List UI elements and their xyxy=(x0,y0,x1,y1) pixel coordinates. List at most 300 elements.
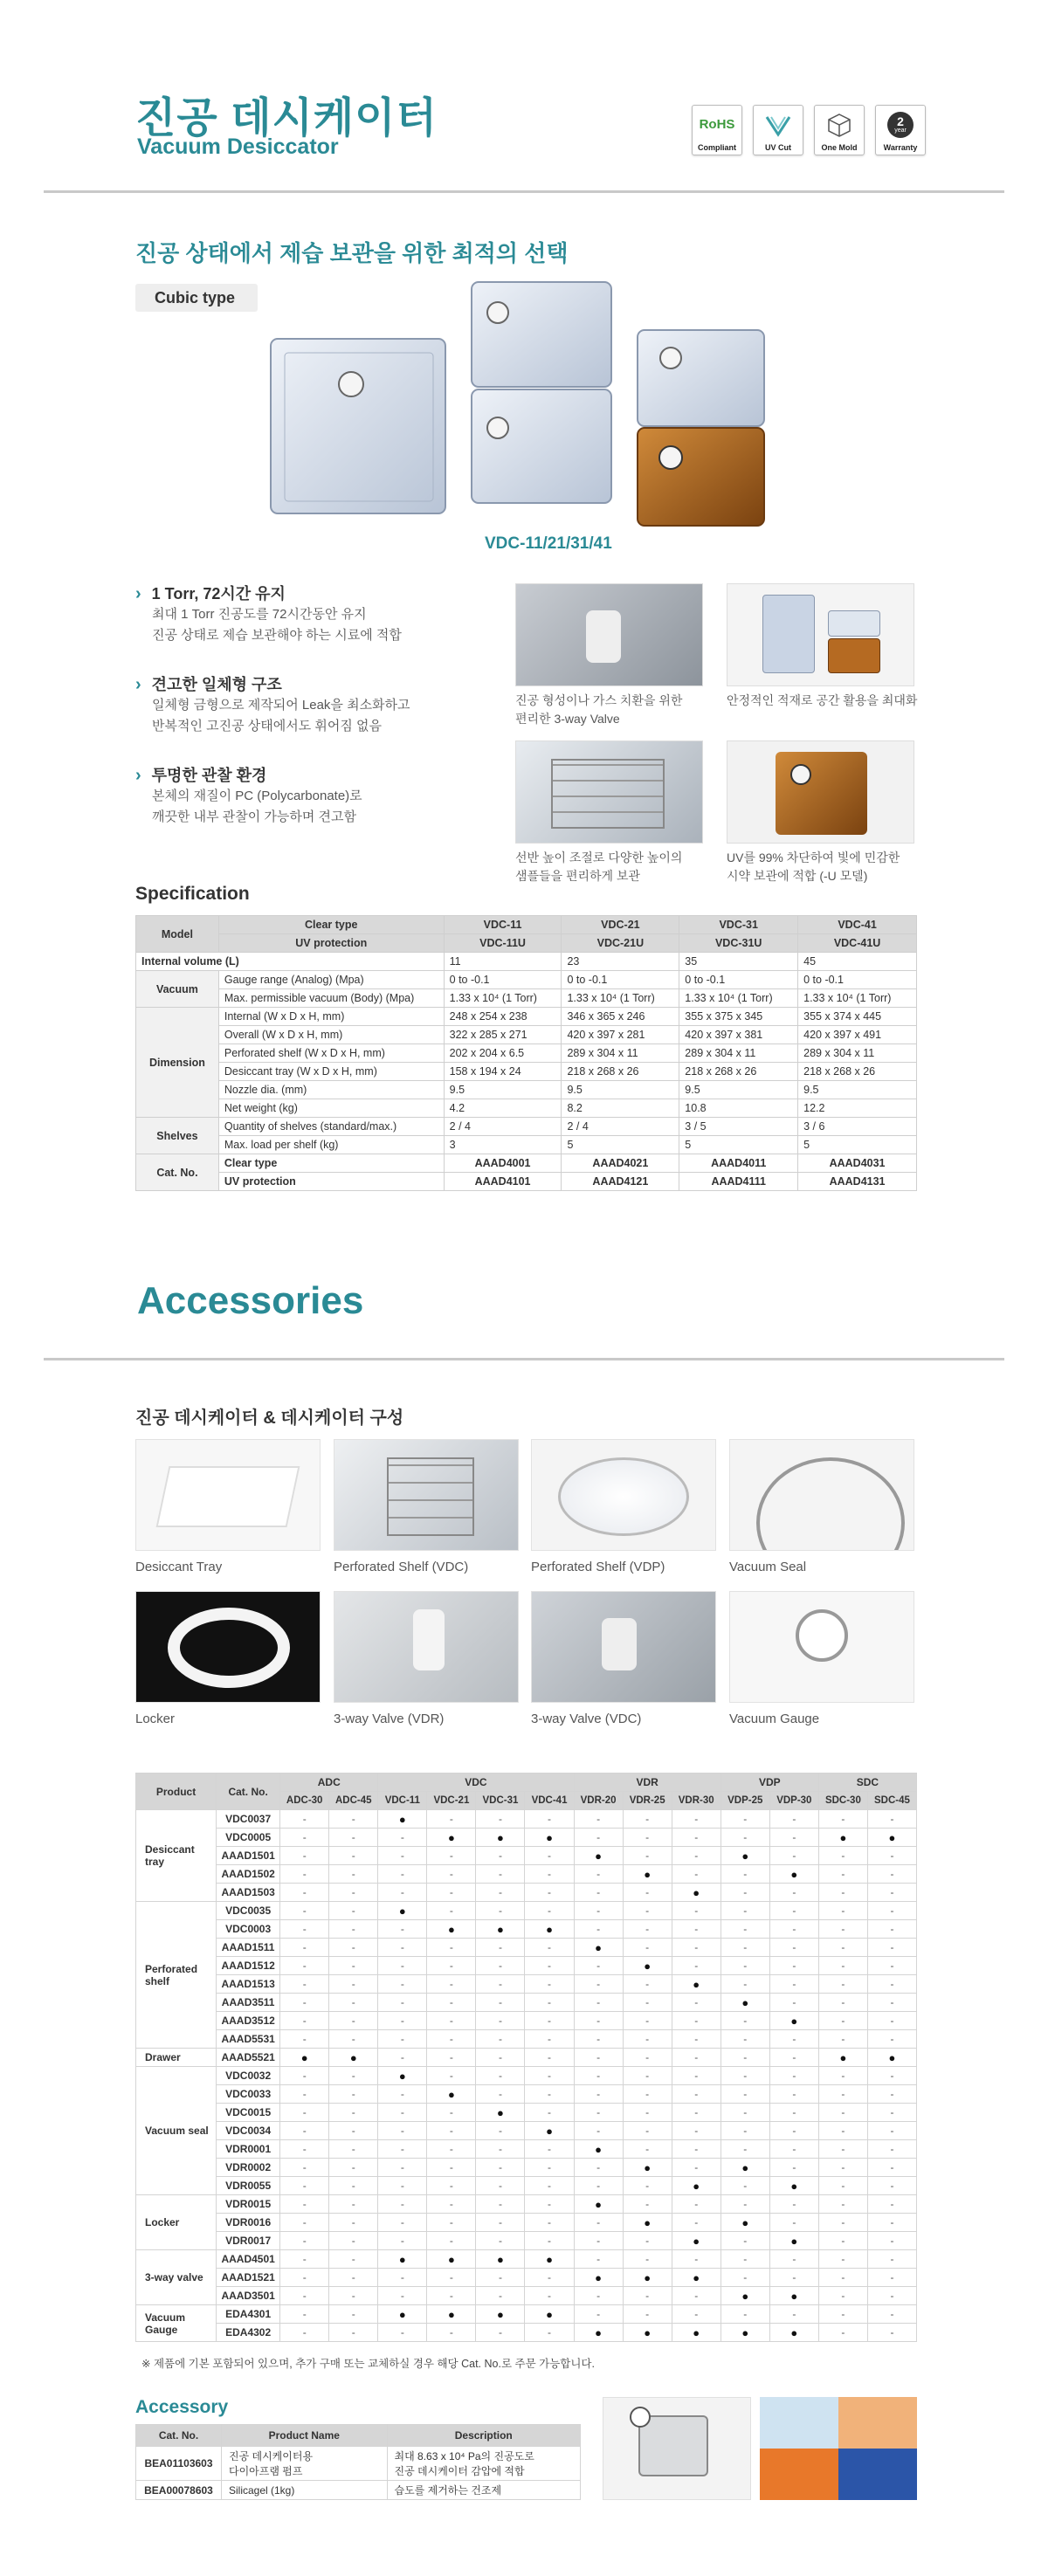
compat-dash: - xyxy=(427,2232,476,2250)
compat-dash: - xyxy=(818,2085,867,2104)
compat-dot: ● xyxy=(623,2214,672,2232)
compat-dash: - xyxy=(476,2049,525,2067)
compat-dash: - xyxy=(720,2232,769,2250)
acc-cap-2: Perforated Shelf (VDC) xyxy=(334,1560,469,1574)
compat-dash: - xyxy=(623,2049,672,2067)
compat-dash: - xyxy=(818,1884,867,1902)
compat-dash: - xyxy=(867,2067,916,2085)
compat-dash: - xyxy=(574,1902,623,1920)
uvcut-badge: UV Cut xyxy=(753,105,803,155)
compat-dash: - xyxy=(867,2030,916,2049)
compat-dash: - xyxy=(867,1902,916,1920)
compat-dot: ● xyxy=(427,1829,476,1847)
compat-dash: - xyxy=(623,2085,672,2104)
model-header: Model xyxy=(136,916,219,953)
valve-photo xyxy=(515,583,703,686)
compat-dash: - xyxy=(476,2067,525,2085)
compat-dash: - xyxy=(525,2324,574,2342)
divider xyxy=(44,190,1004,193)
compat-dot: ● xyxy=(720,2324,769,2342)
compat-dash: - xyxy=(769,1902,818,1920)
compat-dot: ● xyxy=(427,2250,476,2269)
compat-dash: - xyxy=(574,2085,623,2104)
compat-dash: - xyxy=(672,2049,720,2067)
compat-dot: ● xyxy=(720,2159,769,2177)
compat-dash: - xyxy=(818,1847,867,1865)
compat-dash: - xyxy=(672,2214,720,2232)
compat-dot: ● xyxy=(476,1920,525,1939)
compat-dash: - xyxy=(672,1902,720,1920)
compat-dash: - xyxy=(769,2122,818,2140)
compat-dash: - xyxy=(623,2177,672,2195)
table-row: BEA00078603 Silicagel (1kg) 습도를 제거하는 건조제 xyxy=(136,2481,581,2500)
compat-dash: - xyxy=(329,2305,378,2324)
acc-cap-4: Vacuum Seal xyxy=(729,1560,807,1574)
table-row: VDR0001 - - - - - - ● - - - - - - xyxy=(136,2140,917,2159)
compat-dash: - xyxy=(280,2305,329,2324)
compat-dot: ● xyxy=(525,2305,574,2324)
compat-dash: - xyxy=(378,1920,427,1939)
compat-dash: - xyxy=(329,1920,378,1939)
compat-dash: - xyxy=(672,1920,720,1939)
compat-dash: - xyxy=(672,1957,720,1975)
table-row: 3-way valve AAAD4501 - - ● ● ● ● - - - - - - - xyxy=(136,2250,917,2269)
product-image xyxy=(262,278,795,531)
compat-dash: - xyxy=(280,2030,329,2049)
table-row: VDC0034 - - - - - ● - - - - - - - xyxy=(136,2122,917,2140)
compat-dash: - xyxy=(525,2195,574,2214)
compat-dash: - xyxy=(769,2269,818,2287)
spec-row: Shelves Quantity of shelves (standard/max.) 2 / 4 2 / 4 3 / 5 3 / 6 xyxy=(136,1118,917,1136)
table-row: Desiccant tray VDC0037 - - ● - - - - - - - - - - xyxy=(136,1810,917,1829)
compat-dash: - xyxy=(476,1884,525,1902)
compat-dot: ● xyxy=(280,2049,329,2067)
compat-dash: - xyxy=(525,2067,574,2085)
acc-cap-3: Perforated Shelf (VDP) xyxy=(531,1560,665,1574)
uv-cut-icon xyxy=(763,112,793,138)
compat-dash: - xyxy=(867,2104,916,2122)
compat-dash: - xyxy=(623,2195,672,2214)
compat-dash: - xyxy=(280,1884,329,1902)
compat-dash: - xyxy=(427,1865,476,1884)
compat-dash: - xyxy=(574,2177,623,2195)
compat-dash: - xyxy=(378,1975,427,1994)
compat-dot: ● xyxy=(769,2012,818,2030)
compat-dash: - xyxy=(329,2104,378,2122)
compat-dash: - xyxy=(818,2104,867,2122)
compat-dash: - xyxy=(623,1810,672,1829)
compat-dot: ● xyxy=(769,2287,818,2305)
compat-dash: - xyxy=(574,1829,623,1847)
compat-dash: - xyxy=(623,2305,672,2324)
compat-dash: - xyxy=(574,2250,623,2269)
feature-2: › 견고한 일체형 구조 일체형 금형으로 제작되어 Leak을 최소화하고 반복적인 고진공 상태에서도 휘어짐 없음 xyxy=(135,674,485,737)
compat-dash: - xyxy=(378,2030,427,2049)
compat-dot: ● xyxy=(623,1957,672,1975)
compat-dash: - xyxy=(280,2104,329,2122)
table-row: VDC0033 - - - ● - - - - - - - - - xyxy=(136,2085,917,2104)
compat-dash: - xyxy=(867,2287,916,2305)
compat-dash: - xyxy=(818,1957,867,1975)
compat-dash: - xyxy=(769,1920,818,1939)
compat-dash: - xyxy=(769,2067,818,2085)
uv-header: UV protection xyxy=(218,934,444,953)
compat-dot: ● xyxy=(525,2122,574,2140)
compat-dash: - xyxy=(525,2085,574,2104)
compat-dash: - xyxy=(672,1847,720,1865)
divider xyxy=(44,1358,1004,1360)
compat-dash: - xyxy=(574,2030,623,2049)
compat-dash: - xyxy=(720,1902,769,1920)
compat-dot: ● xyxy=(427,2085,476,2104)
compat-dash: - xyxy=(280,1865,329,1884)
table-row: AAAD1503 - - - - - - - - ● - - - - xyxy=(136,1884,917,1902)
compat-dash: - xyxy=(574,1975,623,1994)
compat-dash: - xyxy=(672,2030,720,2049)
compat-dot: ● xyxy=(378,2067,427,2085)
onemold-badge: One Mold xyxy=(814,105,865,155)
compat-dash: - xyxy=(623,2067,672,2085)
compat-dash: - xyxy=(280,1829,329,1847)
compat-dash: - xyxy=(427,2012,476,2030)
compat-dash: - xyxy=(818,2030,867,2049)
compat-dash: - xyxy=(378,1884,427,1902)
table-row: AAAD3512 - - - - - - - - - - ● - - xyxy=(136,2012,917,2030)
accessory-heading: Accessory xyxy=(135,2397,229,2417)
compat-dash: - xyxy=(818,2324,867,2342)
compat-dash: - xyxy=(623,2232,672,2250)
compat-dot: ● xyxy=(623,2324,672,2342)
compat-dash: - xyxy=(672,1810,720,1829)
compat-dash: - xyxy=(720,1865,769,1884)
compat-dash: - xyxy=(574,2122,623,2140)
compat-dash: - xyxy=(329,2085,378,2104)
compat-dash: - xyxy=(623,1920,672,1939)
perforated-shelf-vdp-photo xyxy=(531,1439,716,1551)
compat-dash: - xyxy=(329,2030,378,2049)
compat-dash: - xyxy=(427,1994,476,2012)
compat-dash: - xyxy=(867,1920,916,1939)
compat-dash: - xyxy=(769,1810,818,1829)
compat-dash: - xyxy=(818,2195,867,2214)
compat-dot: ● xyxy=(378,2305,427,2324)
compat-dot: ● xyxy=(720,1994,769,2012)
compat-dot: ● xyxy=(672,2177,720,2195)
compat-dash: - xyxy=(672,2287,720,2305)
compat-dash: - xyxy=(720,2085,769,2104)
compat-dash: - xyxy=(329,2250,378,2269)
compat-dash: - xyxy=(769,2085,818,2104)
compat-dot: ● xyxy=(672,2324,720,2342)
compat-dash: - xyxy=(574,2232,623,2250)
compat-dot: ● xyxy=(574,2269,623,2287)
compat-dash: - xyxy=(769,1957,818,1975)
compat-dash: - xyxy=(672,1865,720,1884)
compat-dot: ● xyxy=(623,1865,672,1884)
compat-dash: - xyxy=(476,1902,525,1920)
compat-dash: - xyxy=(867,2250,916,2269)
compat-dash: - xyxy=(867,1994,916,2012)
compat-dash: - xyxy=(280,1957,329,1975)
compat-dash: - xyxy=(280,2324,329,2342)
compat-dash: - xyxy=(329,1847,378,1865)
compat-dash: - xyxy=(623,1847,672,1865)
compat-dash: - xyxy=(769,1975,818,1994)
compat-dash: - xyxy=(574,1865,623,1884)
compat-dot: ● xyxy=(769,1865,818,1884)
spec-row: Dimension Internal (W x D x H, mm) 248 x 254 x 238 346 x 365 x 246 355 x 375 x 345 355 x 374 x 445 xyxy=(136,1008,917,1026)
compat-dash: - xyxy=(720,2269,769,2287)
compat-dash: - xyxy=(720,2305,769,2324)
compat-dash: - xyxy=(280,2122,329,2140)
compat-dash: - xyxy=(476,2324,525,2342)
compat-dash: - xyxy=(818,1975,867,1994)
page-title: 진공 데시케이터 xyxy=(135,95,438,141)
compat-dash: - xyxy=(427,2195,476,2214)
compat-dash: - xyxy=(476,2287,525,2305)
compat-dot: ● xyxy=(818,2049,867,2067)
accessories-subheading: 진공 데시케이터 & 데시케이터 구성 xyxy=(135,1409,404,1428)
shelf-caption: 선반 높이 조절로 다양한 높이의 샘플들을 편리하게 보관 xyxy=(515,851,683,883)
compat-dash: - xyxy=(329,1829,378,1847)
compat-dash: - xyxy=(818,1902,867,1920)
compat-dash: - xyxy=(574,2287,623,2305)
compat-dash: - xyxy=(720,2140,769,2159)
compat-dash: - xyxy=(476,1994,525,2012)
spec-heading: Specification xyxy=(135,884,250,904)
compat-dash: - xyxy=(427,2030,476,2049)
compat-dot: ● xyxy=(672,1975,720,1994)
compat-dash: - xyxy=(720,1975,769,1994)
badge-row xyxy=(692,105,926,155)
table-row: VDC0005 - - - ● ● ● - - - - - ● ● xyxy=(136,1829,917,1847)
compat-dash: - xyxy=(329,2012,378,2030)
compat-dash: - xyxy=(769,2305,818,2324)
compat-dash: - xyxy=(672,1829,720,1847)
compat-dash: - xyxy=(769,2214,818,2232)
uv-photo xyxy=(727,740,914,844)
compat-dash: - xyxy=(574,1810,623,1829)
compat-dash: - xyxy=(769,2030,818,2049)
compat-dash: - xyxy=(623,1829,672,1847)
compat-dash: - xyxy=(476,2159,525,2177)
compat-dash: - xyxy=(867,1810,916,1829)
compat-dash: - xyxy=(867,2085,916,2104)
compat-dash: - xyxy=(329,2159,378,2177)
compat-dash: - xyxy=(867,1884,916,1902)
compat-dash: - xyxy=(720,1884,769,1902)
valve-caption: 진공 형성이나 가스 치환을 위한 편리한 3-way Valve xyxy=(515,693,683,726)
compat-dash: - xyxy=(329,2232,378,2250)
table-row: Vacuum seal VDC0032 - - ● - - - - - - - - - - xyxy=(136,2067,917,2085)
compat-dash: - xyxy=(720,2067,769,2085)
compat-dash: - xyxy=(378,2324,427,2342)
spec-row: Max. load per shelf (kg) 3 5 5 5 xyxy=(136,1136,917,1154)
compat-dot: ● xyxy=(378,2250,427,2269)
compat-dash: - xyxy=(427,2067,476,2085)
compat-dash: - xyxy=(280,2232,329,2250)
compat-dot: ● xyxy=(525,1829,574,1847)
compat-dash: - xyxy=(280,2287,329,2305)
compat-dash: - xyxy=(378,2104,427,2122)
accessories-title: Accessories xyxy=(137,1279,364,1322)
compat-dash: - xyxy=(525,2159,574,2177)
compat-dash: - xyxy=(427,2104,476,2122)
compat-dash: - xyxy=(525,1902,574,1920)
compat-dash: - xyxy=(525,1884,574,1902)
compat-dash: - xyxy=(672,2195,720,2214)
compat-dash: - xyxy=(672,2012,720,2030)
type-tag: Cubic type xyxy=(135,284,258,312)
compat-dash: - xyxy=(280,2067,329,2085)
compat-dash: - xyxy=(378,1847,427,1865)
table-row: VDR0017 - - - - - - - - ● - ● - - xyxy=(136,2232,917,2250)
compat-dash: - xyxy=(280,1902,329,1920)
compat-dot: ● xyxy=(574,2195,623,2214)
compat-dash: - xyxy=(525,2214,574,2232)
compat-dash: - xyxy=(427,2140,476,2159)
compat-dash: - xyxy=(720,1939,769,1957)
compat-dot: ● xyxy=(574,2140,623,2159)
compat-dash: - xyxy=(329,1957,378,1975)
compat-dash: - xyxy=(525,2140,574,2159)
compat-dash: - xyxy=(672,1994,720,2012)
compat-dot: ● xyxy=(525,2250,574,2269)
spec-table: Model Clear type VDC-11 VDC-21 VDC-31 VDC-41 UV protection VDC-11U VDC-21U VDC-31U VDC-41U Internal volume (L) 11 23 35 45 Vacuum Gauge range (Analog) (Mpa) 0 to -0.1 0 to -0.1 0 to -0.1 0 to -0.1 Max. permissible vacuum (Body) (Mpa) 1.33 x 10⁴ (1 Torr) 1.33 x 10⁴ (1 Torr) 1.33 x 10⁴ (1 Torr) 1.33 x 10⁴ (1 Torr) Dimension Internal (W x D x H, mm) 248 x 254 x 238 346 x 365 x 246 355 x 375 x 345 355 x 374 x 445 Overall (W x D x H, mm) 322 x 285 x 271 420 x 397 x 281 420 x 397 x 381 420 x 397 x 491 Perforated shelf (W x D x H, mm) 202 x 204 x 6.5 289 x 304 x 11 289 x 304 x 11 289 x 304 x 11 Desiccant tray (W x D x H, mm) 158 x 194 x 24 218 x 268 x 26 218 x 268 x 26 218 x 268 x 26 Nozzle dia. (mm) 9.5 9.5 9.5 9.5 Net weight (kg) 4.2 8.2 10.8 12.2 Shelves Quantity of shelves (standard/max.) 2 / 4 2 / 4 3 / 5 3 / 6 Max. load per shelf (kg) 3 5 5 5 Cat. No. Clear type AAAD4001 AAAD4021 AAAD4011 AAAD4031 UV protection AAAD4101 AAAD4121 AAAD4111 AAAD4131 xyxy=(135,915,917,1191)
table-row: Perforated shelf VDC0035 - - ● - - - - - - - - - - xyxy=(136,1902,917,1920)
intro-heading: 진공 상태에서 제습 보관을 위한 최적의 선택 xyxy=(135,240,569,266)
compat-dash: - xyxy=(818,2177,867,2195)
table-row: AAAD1521 - - - - - - ● ● ● - - - - xyxy=(136,2269,917,2287)
compat-dash: - xyxy=(769,2104,818,2122)
compat-dot: ● xyxy=(525,1920,574,1939)
compat-dash: - xyxy=(867,1847,916,1865)
spec-row: Net weight (kg) 4.2 8.2 10.8 12.2 xyxy=(136,1099,917,1118)
compat-dash: - xyxy=(867,1939,916,1957)
compat-dash: - xyxy=(623,2140,672,2159)
compat-dash: - xyxy=(769,2250,818,2269)
compat-dash: - xyxy=(329,2067,378,2085)
compat-dash: - xyxy=(476,2030,525,2049)
compat-dash: - xyxy=(720,1810,769,1829)
spec-row: Vacuum Gauge range (Analog) (Mpa) 0 to -0.1 0 to -0.1 0 to -0.1 0 to -0.1 xyxy=(136,971,917,989)
compat-dash: - xyxy=(623,1975,672,1994)
compat-dash: - xyxy=(720,2177,769,2195)
compat-dash: - xyxy=(427,2287,476,2305)
compat-dash: - xyxy=(329,1884,378,1902)
compat-dash: - xyxy=(427,1975,476,1994)
table-row: Vacuum Gauge EDA4301 - - ● ● ● ● - - - - - - - xyxy=(136,2305,917,2324)
table-row: AAAD1512 - - - - - - - ● - - - - - xyxy=(136,1957,917,1975)
compat-dash: - xyxy=(378,2012,427,2030)
table-row: Locker VDR0015 - - - - - - ● - - - - - - xyxy=(136,2195,917,2214)
compat-dash: - xyxy=(574,1884,623,1902)
compat-dash: - xyxy=(769,2159,818,2177)
compat-dash: - xyxy=(378,2159,427,2177)
compat-dash: - xyxy=(378,2049,427,2067)
compat-dot: ● xyxy=(769,2177,818,2195)
rohs-badge: RoHS Compliant xyxy=(692,105,742,155)
compat-dash: - xyxy=(623,1884,672,1902)
valve-vdr-photo xyxy=(334,1591,519,1703)
compat-dash: - xyxy=(623,1902,672,1920)
compat-dash: - xyxy=(280,2214,329,2232)
compat-dash: - xyxy=(818,1939,867,1957)
compat-dash: - xyxy=(280,1920,329,1939)
compat-dash: - xyxy=(525,1810,574,1829)
compat-dash: - xyxy=(476,1865,525,1884)
compat-dash: - xyxy=(329,2324,378,2342)
compat-dash: - xyxy=(818,1810,867,1829)
silicagel-photo xyxy=(760,2397,917,2500)
table-row: VDC0015 - - - - ● - - - - - - - - xyxy=(136,2104,917,2122)
compat-dash: - xyxy=(769,1994,818,2012)
compat-dot: ● xyxy=(427,2305,476,2324)
uv-caption: UV를 99% 차단하여 빛에 민감한 시약 보관에 적합 (-U 모델) xyxy=(727,851,900,883)
compat-dash: - xyxy=(574,2067,623,2085)
compat-dash: - xyxy=(525,1994,574,2012)
clear-type-header: Clear type xyxy=(218,916,444,934)
compat-dash: - xyxy=(525,2177,574,2195)
compat-dash: - xyxy=(867,2012,916,2030)
compat-dash: - xyxy=(574,1994,623,2012)
compat-dot: ● xyxy=(329,2049,378,2067)
compat-dash: - xyxy=(329,2287,378,2305)
compat-dash: - xyxy=(476,2214,525,2232)
compat-dash: - xyxy=(769,1847,818,1865)
compat-dash: - xyxy=(476,1847,525,1865)
compat-dash: - xyxy=(476,1939,525,1957)
compat-dot: ● xyxy=(476,2104,525,2122)
compat-dash: - xyxy=(427,1810,476,1829)
compat-dot: ● xyxy=(867,2049,916,2067)
compat-dot: ● xyxy=(378,1902,427,1920)
compat-dash: - xyxy=(427,1957,476,1975)
compat-dash: - xyxy=(574,2104,623,2122)
compat-dash: - xyxy=(525,2012,574,2030)
compat-dash: - xyxy=(769,1939,818,1957)
compat-dot: ● xyxy=(672,2269,720,2287)
compat-dot: ● xyxy=(476,2250,525,2269)
compat-dot: ● xyxy=(672,1884,720,1902)
compat-dash: - xyxy=(867,1865,916,1884)
feature-3: › 투명한 관찰 환경 본체의 재질이 PC (Polycarbonate)로 깨끗한 내부 관찰이 가능하며 견고함 xyxy=(135,765,485,828)
compat-dash: - xyxy=(867,2122,916,2140)
compat-dot: ● xyxy=(476,1829,525,1847)
compat-dash: - xyxy=(574,2305,623,2324)
compat-dash: - xyxy=(329,1865,378,1884)
rohs-icon: RoHS xyxy=(699,117,735,132)
compat-dot: ● xyxy=(623,2269,672,2287)
spec-row: Nozzle dia. (mm) 9.5 9.5 9.5 9.5 xyxy=(136,1081,917,1099)
compat-dash: - xyxy=(574,1920,623,1939)
compat-dash: - xyxy=(280,2159,329,2177)
compat-dash: - xyxy=(427,1884,476,1902)
compat-dash: - xyxy=(574,2012,623,2030)
compat-dash: - xyxy=(525,2232,574,2250)
compat-dash: - xyxy=(329,1810,378,1829)
compat-dash: - xyxy=(672,2085,720,2104)
table-row: AAAD1501 - - - - - - ● - - ● - - - xyxy=(136,1847,917,1865)
compat-dash: - xyxy=(672,2122,720,2140)
compat-dash: - xyxy=(623,2030,672,2049)
compat-dash: - xyxy=(769,1829,818,1847)
compatibility-table: Product Cat. No. ADC VDC VDR VDP SDC ADC-30 ADC-45 VDC-11 VDC-21 VDC-31 VDC-41 VDR-20 VDR-25 VDR-30 VDP-25 VDP-30 SDC-30 SDC-45 Desiccant tray VDC0037 - - ● - - - - - - - - - - VDC0005 - - - ● ● ● - - - - - ● ● AAAD1501 - - - - - - ● - - ● - - - AAAD1502 - - - - - - - ● - - ● - - AAAD1503 - - - - - - - - ● - - - - Perforated shelf VDC0035 - - ● - - - - - - - - - - VDC0003 - - - ● ● ● - - - - - - - AAAD1511 - - - - - - ● - - - - - - AAAD1512 - - - - - - - ● - - - - - AAAD1513 - - - - - - - - ● - - - - AAAD3511 - - - - - - - - - ● - - - AAAD3512 - - - - - - - - - - ● - - AAAD5531 - - - - - - - - - - - - - Drawer AAAD5521 ● ● - - - - - - - - - ● ● Vacuum seal VDC0032 - - ● - - - - - - - - - - VDC0033 - - - ● - - - - - - - - - VDC0015 - - - - ● - - - - - - - - VDC0034 - - - - - ● - - - - - - - VDR0001 - - - - - - ● - - - - - - VDR0002 - - - - - - - ● - ● - - - VDR0055 - - - - - - - - ● - ● - - Locker VDR0015 - - - - - - ● - - - - - - VDR0016 - - - - - - - ● - ● - - - VDR0017 - - - - - - - - ● - ● - - 3-way valve AAAD4501 - - ● ● ● ● - - - - - - - AAAD1521 - - - - - - ● ● ● - - - - AAAD3501 - - - - - - - - - ● ● - - Vacuum Gauge EDA4301 - - ● ● ● ● - - - - - - - EDA4302 - - - - - - ● ● ● ● ● - - xyxy=(135,1773,917,2342)
acc-cap-7: 3-way Valve (VDC) xyxy=(531,1712,642,1726)
compat-dash: - xyxy=(427,2049,476,2067)
compat-dash: - xyxy=(623,1939,672,1957)
compat-dash: - xyxy=(329,2122,378,2140)
